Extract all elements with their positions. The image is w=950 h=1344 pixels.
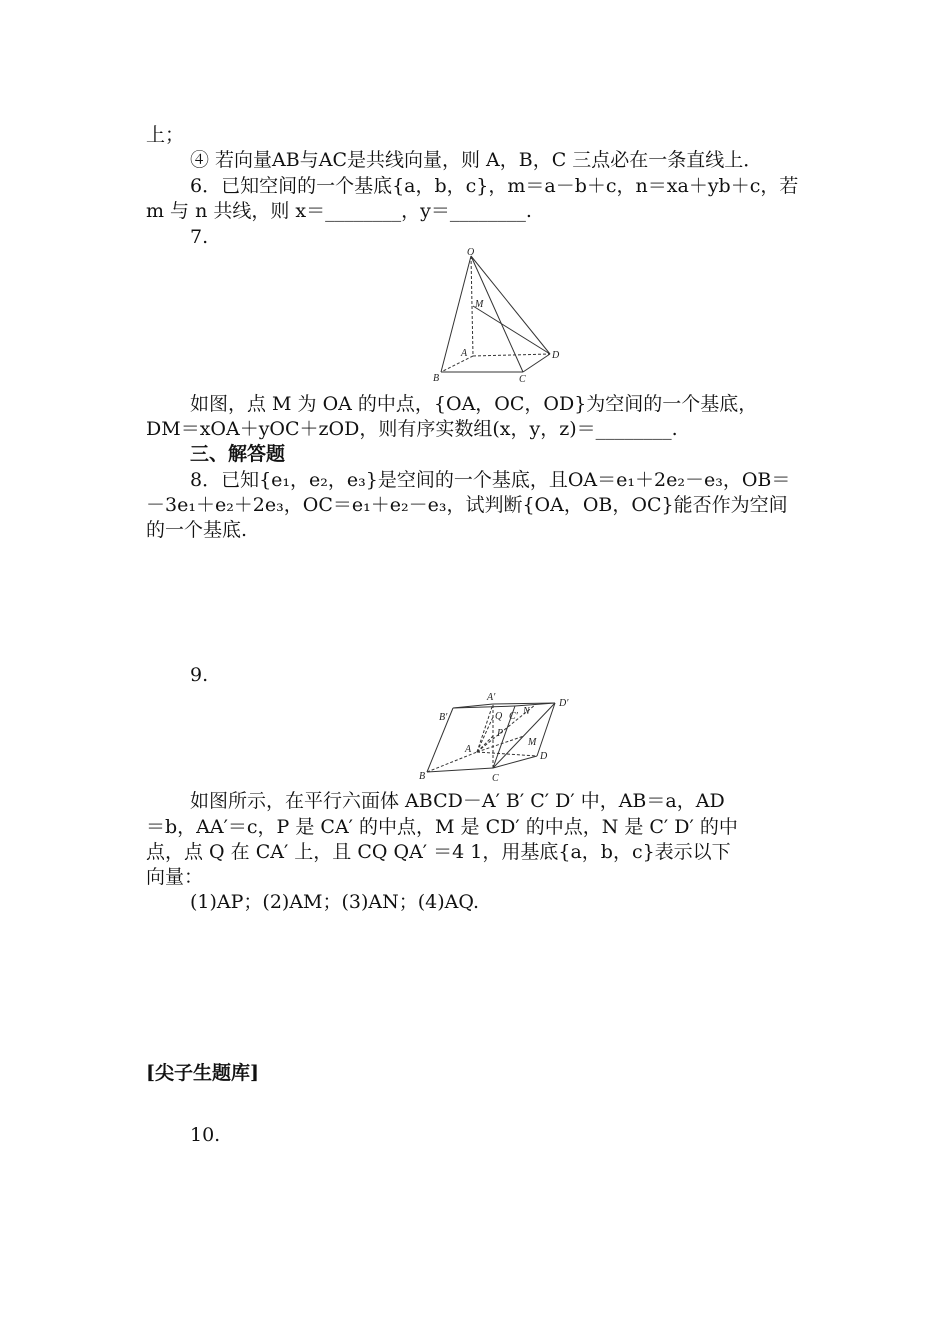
section-title: [尖子生题库]	[146, 1062, 259, 1084]
q5-continuation: 上；	[146, 124, 185, 146]
label-A1: A′	[487, 692, 496, 703]
q9-line-3: 点，点 Q 在 CA′ 上，且 CQ QA′ ＝4 1，用基底{a，b，c}表示以下	[146, 841, 731, 863]
label-D: D	[540, 751, 548, 762]
edge-D1D	[537, 703, 555, 756]
edge-AA1	[477, 704, 493, 752]
q9-line-4: 向量：	[146, 866, 204, 888]
segment-AP	[477, 736, 493, 752]
q9-figure	[415, 688, 585, 788]
section-3-heading: 三、解答题	[190, 443, 286, 465]
label-M: M	[528, 737, 537, 748]
edge-OA	[471, 256, 473, 356]
label-B1: B′	[439, 712, 448, 723]
label-C1: C′	[509, 711, 518, 722]
label-C: C	[492, 773, 499, 784]
q7-line-1: 如图，点 M 为 OA 的中点，{OA，OC，OD}为空间的一个基底，	[190, 393, 758, 415]
label-O: O	[467, 247, 475, 258]
label-Q: Q	[495, 711, 503, 722]
label-C: C	[519, 374, 526, 385]
q8-line-2: －3e₁＋e₂＋2e₃，OC＝e₁＋e₂－e₃，试判断{OA，OB，OC}能否作为空间	[146, 494, 788, 516]
edge-AB	[441, 356, 473, 372]
q9-line-2: ＝b，AA′＝c，P 是 CA′ 的中点，M 是 CD′ 的中点，N 是 C′ D′ 的中	[146, 816, 738, 838]
edge-BC	[427, 768, 493, 772]
segment-AQ	[477, 717, 493, 752]
edge-CD	[523, 354, 550, 372]
q6-line-2: m 与 n 共线，则 x＝________，y＝________.	[146, 200, 532, 222]
label-B: B	[419, 771, 426, 782]
label-P: P	[497, 728, 504, 739]
label-A: A	[465, 744, 472, 755]
q7-number: 7.	[190, 226, 209, 248]
q6-line-1: 6．已知空间的一个基底{a，b，c}，m＝a－b＋c，n＝xa＋yb＋c，若	[190, 175, 799, 197]
label-A: A	[461, 348, 468, 359]
q10-number: 10.	[190, 1124, 221, 1146]
q7-figure	[425, 248, 575, 388]
q9-line-5: (1)AP；(2)AM；(3)AN；(4)AQ.	[190, 891, 480, 913]
q8-line-3: 的一个基底.	[146, 519, 248, 541]
edge-AD	[473, 354, 550, 356]
label-B: B	[433, 373, 440, 384]
label-M: M	[475, 299, 484, 310]
q9-line-1: 如图所示，在平行六面体 ABCD－A′ B′ C′ D′ 中，AB＝a，AD	[190, 790, 725, 812]
label-N: N	[523, 706, 530, 717]
edge-CD	[493, 756, 537, 768]
q5-item-4: ④ 若向量AB与AC是共线向量，则 A，B，C 三点必在一条直线上．	[190, 149, 763, 171]
label-D1: D′	[559, 698, 569, 709]
label-D: D	[552, 350, 560, 361]
q7-line-2: DM＝xOA＋yOC＋zOD，则有序实数组(x，y，z)＝________.	[146, 418, 678, 440]
q9-number: 9.	[190, 664, 209, 686]
q8-line-1: 8．已知{e₁，e₂，e₃}是空间的一个基底，且OA＝e₁＋2e₂－e₃，OB＝	[190, 469, 791, 491]
